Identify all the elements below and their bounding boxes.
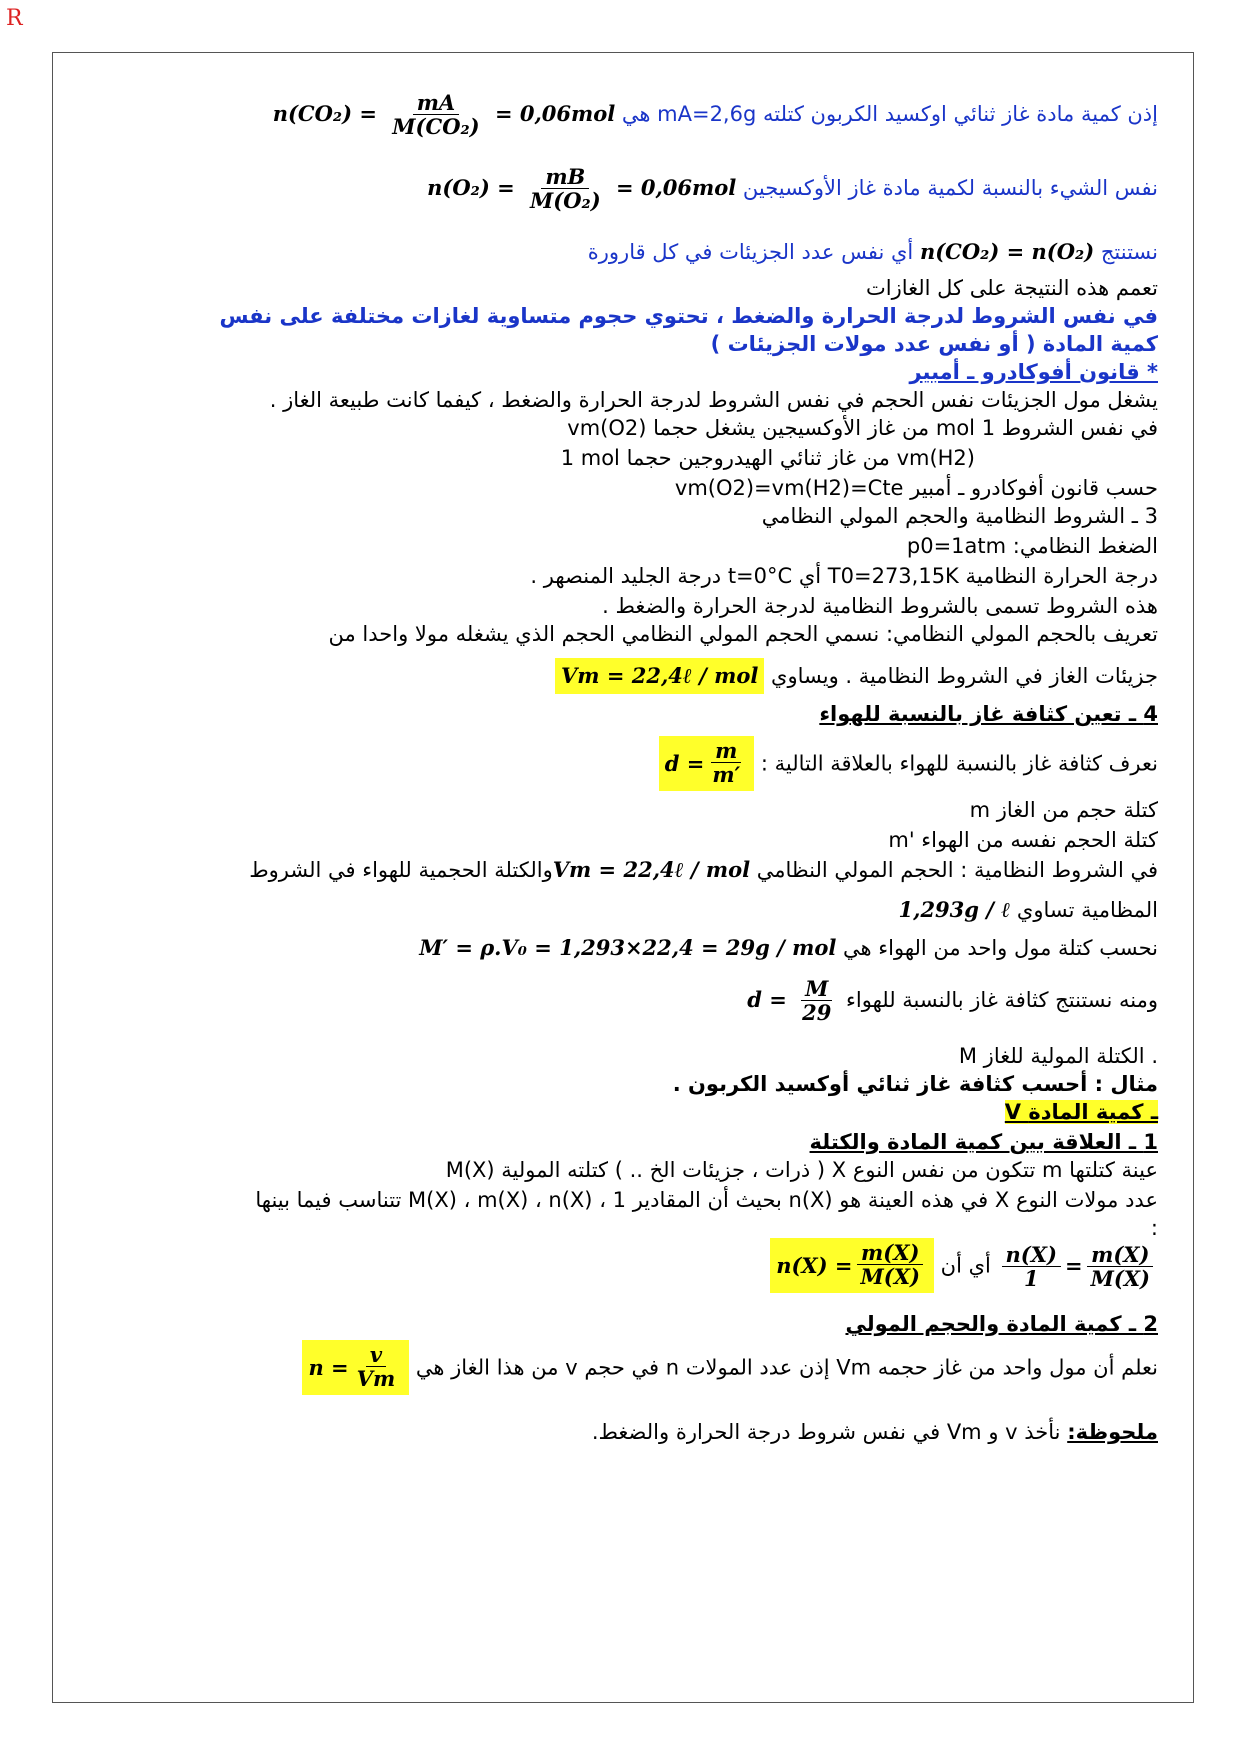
avogadro-statement-1: في نفس الشروط لدرجة الحرارة والضغط ، تحتوي حجوم متساوية لغازات مختلفة على نفس <box>219 304 1158 328</box>
line-o2-volume: في نفس الشروط 1 mol من غاز الأوكسيجين يشغل حجما vm(O2) <box>567 416 1158 440</box>
molar-volume-highlight: Vm = 22,4ℓ / mol <box>555 658 764 694</box>
line-normal-conditions: هذه الشروط تسمى بالشروط النظامية لدرجة الحرارة والضغط . <box>602 594 1158 618</box>
density-formula-highlight: d = $\frac{m}{m'}$ <box>659 736 754 791</box>
equality-equation: n(CO₂) = n(O₂) <box>919 239 1095 264</box>
line-sample: عينة كتلتها m تتكون من نفس النوع X ( ذرات ، جزيئات الخ .. ) كتلته المولية M(X) <box>445 1158 1158 1182</box>
line-h2-volume: 1 mol من غاز ثنائي الهيدروجين حجما vm(H2) <box>560 446 975 470</box>
line-definition: تعريف بالحجم المولي النظامي: نسمي الحجم المولي النظامي الحجم الذي يشغله مولا واحدا من <box>328 622 1158 646</box>
line-avogadro-result: حسب قانون أفوكادرو ـ أمبير vm(O2)=vm(H2)=Cte <box>674 476 1158 500</box>
line-gas-mass: m كتلة حجم من الغاز <box>969 798 1158 822</box>
line-conclusion: نستنتج n(CO₂) = n(O₂) أي نفس عدد الجزيئات في كل قارورة <box>587 239 1158 264</box>
line-density-result: ومنه نستنتج كثافة غاز بالنسبة للهواء d = $\frac{M}{29}$ <box>747 976 1158 1025</box>
line-o2-amount <box>427 166 1158 213</box>
line-generalize: تعمم هذه النتيجة على كل الغازات <box>865 276 1158 300</box>
example-line: مثال : أحسب كثافة غاز ثنائي أوكسيد الكربون . <box>672 1072 1158 1096</box>
line-proportional: عدد مولات النوع X في هذه العينة هو n(X) بحيث أن المقادير 1 ، M(X) ، m(X) ، n(X) تتناسب فيما بينها <box>255 1188 1158 1212</box>
avogadro-statement-2: كمية المادة ( أو نفس عدد مولات الجزيئات ) <box>710 332 1158 356</box>
line-molar-mass-note: M الكتلة المولية للغاز . <box>958 1044 1158 1068</box>
line-density-definition: نعرف كثافة غاز بالنسبة للهواء بالعلاقة التالية : d = $\frac{m}{m'}$ <box>659 736 1158 791</box>
line-volume-amount: نعلم أن مول واحد من غاز حجمه Vm إذن عدد المولات n في حجم v من هذا الغاز هي n = $\frac{v}{Vm}$ <box>302 1340 1158 1395</box>
line-normal-temperature: درجة الحرارة النظامية T0=273,15K أي t=0°C درجة الجليد المنصهر . <box>530 564 1158 588</box>
section-4-heading: 4 ـ تعين كثافة غاز بالنسبة للهواء <box>819 702 1158 726</box>
line-colon: : <box>1150 1216 1158 1240</box>
line-mole-volume: يشغل مول الجزيئات نفس الحجم في نفس الشروط لدرجة الحرارة والضغط ، كيفما كانت طبيعة الغاز . <box>269 388 1158 412</box>
line-co2-amount <box>273 92 1158 139</box>
line-normal-pressure: الضغط النظامي: p0=1atm <box>906 534 1158 558</box>
section-v1-heading: 1 ـ العلاقة بين كمية المادة والكتلة <box>809 1130 1158 1154</box>
proportion-equation: $\frac{n(X)}{1}$ = $\frac{m(X)}{M(X)}$ <box>998 1244 1158 1291</box>
line-air-molar-mass: نحسب كتلة مول واحد من الهواء هي M′ = ρ.V₀ = 1,293×22,4 = 29g / mol <box>419 935 1158 960</box>
section-v-heading: V ـ كمية المادة <box>1004 1100 1158 1124</box>
note-label: ملحوظة: <box>1067 1420 1158 1444</box>
line-air-density: المظامية تساوي 1,293g / ℓ <box>898 897 1158 922</box>
section-v2-heading: 2 ـ كمية المادة والحجم المولي <box>845 1312 1158 1336</box>
amount-formula-highlight: n(X) = $\frac{m(X)}{M(X)}$ <box>770 1238 934 1293</box>
co2-equation: n(CO₂) = $\frac{mA}{\text{M(CO₂)}}$ = 0,06mol <box>272 90 616 139</box>
line-air-mass: m' كتلة الحجم نفسه من الهواء <box>888 828 1158 852</box>
co2-text: إذن كمية مادة غاز ثنائي اوكسيد الكربون كتلته mA=2,6g هي <box>621 102 1158 126</box>
o2-text: نفس الشيء بالنسبة لكمية مادة غاز الأوكسيجين <box>742 176 1158 200</box>
corner-mark: R <box>6 6 23 31</box>
o2-equation: n(O₂) = $\frac{mB}{\text{M(O₂)}}$ = 0,06mol <box>427 164 737 213</box>
note-line: ملحوظة: نأخذ v و Vm في نفس شروط درجة الحرارة والضغط. <box>591 1420 1158 1444</box>
line-molar-volume: جزيئات الغاز في الشروط النظامية . ويساوي Vm = 22,4ℓ / mol <box>555 658 1158 694</box>
volume-formula-highlight: n = $\frac{v}{Vm}$ <box>302 1340 409 1395</box>
section-3-heading: 3 ـ الشروط النظامية والحجم المولي النظامي <box>761 504 1158 528</box>
avogadro-law-heading: * قانون أفوكادرو ـ أمبير <box>909 360 1158 384</box>
line-proportion-equations: $\frac{n(X)}{1}$ = $\frac{m(X)}{M(X)}$ أي أن n(X) = $\frac{m(X)}{M(X)}$ <box>770 1238 1158 1293</box>
line-normal-air: في الشروط النظامية : الحجم المولي النظامي Vm = 22,4ℓ / molوالكتلة الحجمية للهواء في الشروط <box>249 857 1158 882</box>
